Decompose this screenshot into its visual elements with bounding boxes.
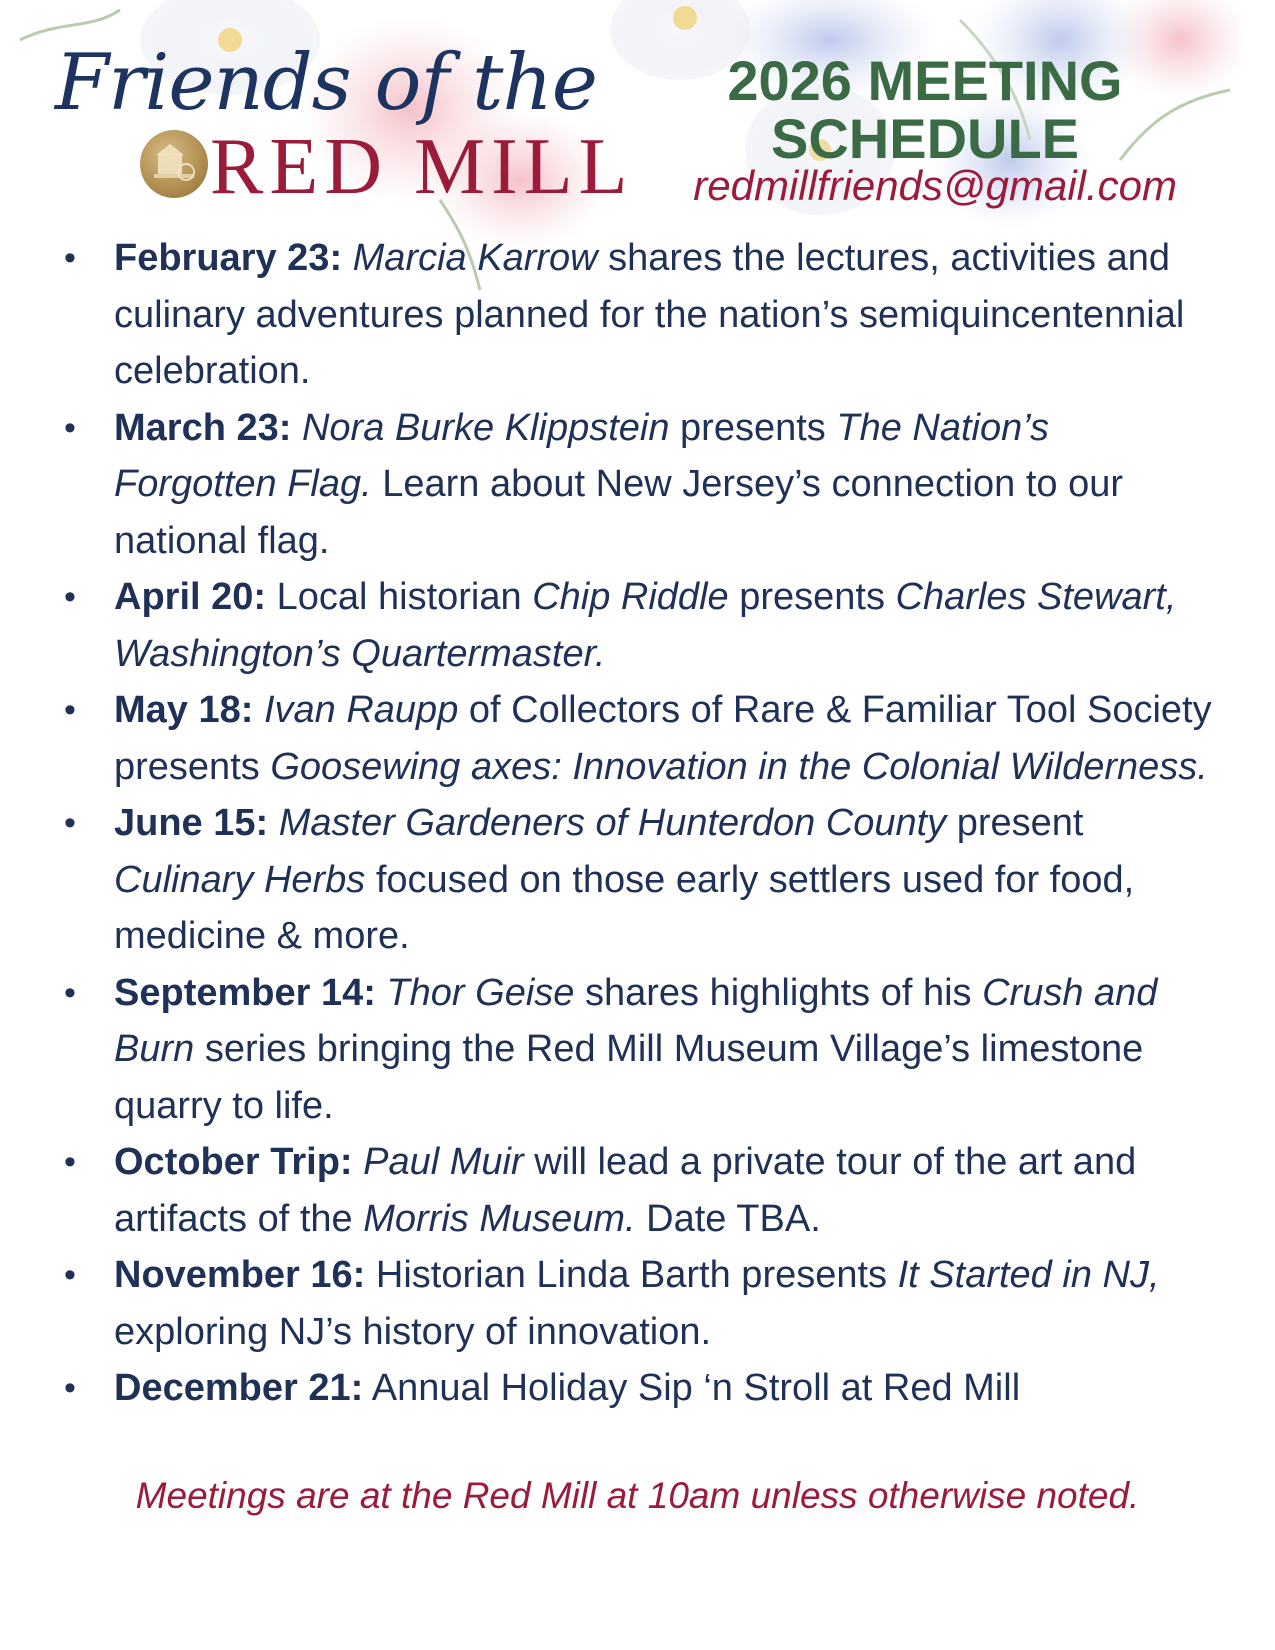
- meeting-date: June 15:: [114, 802, 269, 844]
- meeting-title-italic: The Nation’s Forgotten Flag.: [114, 406, 1049, 505]
- meeting-description: presents: [669, 406, 837, 449]
- meeting-title-italic: Paul Muir: [363, 1141, 524, 1183]
- meeting-date: April 20:: [114, 576, 267, 618]
- meeting-title-italic: Ivan Raupp: [263, 689, 459, 731]
- meeting-description: of Collectors of Rare & Familiar Tool Society presents: [114, 689, 1212, 788]
- meeting-description: present: [946, 802, 1084, 844]
- list-item: [60, 569, 1220, 682]
- title-line-1: 2026 MEETING: [727, 49, 1123, 112]
- meeting-description: exploring NJ’s history of innovation.: [114, 1310, 712, 1353]
- meeting-description: Date TBA.: [635, 1197, 821, 1240]
- footer-note: Meetings are at the Red Mill at 10am unless otherwise noted.: [135, 1475, 1140, 1516]
- meeting-title-italic: It Started in NJ,: [897, 1254, 1160, 1296]
- list-item: [60, 400, 1220, 570]
- meeting-description: focused on those early settlers used for food, medicine & more.: [114, 858, 1135, 957]
- meeting-description: presents: [728, 576, 896, 618]
- list-item: [60, 1134, 1220, 1247]
- meeting-title-italic: Thor Geise: [386, 971, 575, 1014]
- meeting-description: will lead a private tour of the art and artifacts of the: [114, 1141, 1137, 1240]
- list-item: [60, 1360, 1220, 1417]
- meeting-title-italic: Chip Riddle: [532, 576, 729, 618]
- list-item: [60, 682, 1220, 795]
- page-title: [705, 49, 1145, 170]
- title-line-2: SCHEDULE: [770, 107, 1080, 170]
- meeting-title-italic: Morris Museum.: [363, 1197, 636, 1240]
- list-item: [60, 230, 1220, 400]
- meeting-date: December 21:: [114, 1367, 364, 1409]
- header: [0, 0, 1275, 250]
- list-item: [60, 795, 1220, 965]
- mill-seal-icon: [140, 130, 208, 198]
- meeting-description: shares highlights of his: [574, 971, 983, 1014]
- meeting-date: March 23:: [114, 406, 292, 449]
- meeting-title-italic: Goosewing axes: Innovation in the Colonial Wilderness.: [270, 745, 1208, 788]
- meeting-description: Local historian: [276, 576, 533, 618]
- meeting-description: series bringing the Red Mill Museum Village’s limestone quarry to life.: [114, 1028, 1144, 1127]
- meeting-title-italic: Marcia Karrow: [352, 237, 598, 279]
- meeting-title-italic: Charles Stewart, Washington’s Quartermaster.: [114, 576, 1177, 675]
- meeting-date: November 16:: [114, 1254, 366, 1296]
- meeting-description: shares the lectures, activities and culinary adventures planned for the nation’s semiquincentennial celebration.: [114, 237, 1185, 392]
- meeting-description: Learn about New Jersey’s connection to our national flag.: [114, 463, 1123, 562]
- brand-red-mill: RED MILL: [210, 123, 634, 211]
- contact-email[interactable]: redmillfriends@gmail.com: [693, 162, 1177, 209]
- meeting-date: October Trip:: [114, 1141, 353, 1183]
- meeting-title-italic: Crush and Burn: [114, 971, 1158, 1070]
- meeting-description: Annual Holiday Sip ‘n Stroll at Red Mill: [371, 1367, 1021, 1409]
- list-item: [60, 1247, 1220, 1360]
- meeting-date: February 23:: [114, 237, 343, 279]
- meeting-title-italic: Culinary Herbs: [114, 858, 366, 901]
- meeting-title-italic: Master Gardeners of Hunterdon County: [278, 802, 947, 844]
- meeting-description: Historian Linda Barth presents: [375, 1254, 898, 1296]
- meeting-title-italic: Nora Burke Klippstein: [301, 406, 670, 449]
- meeting-date: September 14:: [114, 971, 376, 1014]
- list-item: [60, 965, 1220, 1135]
- brand-name: Friends of the: [55, 38, 597, 128]
- meeting-schedule-list: [60, 230, 1220, 1417]
- meeting-date: May 18:: [114, 689, 254, 731]
